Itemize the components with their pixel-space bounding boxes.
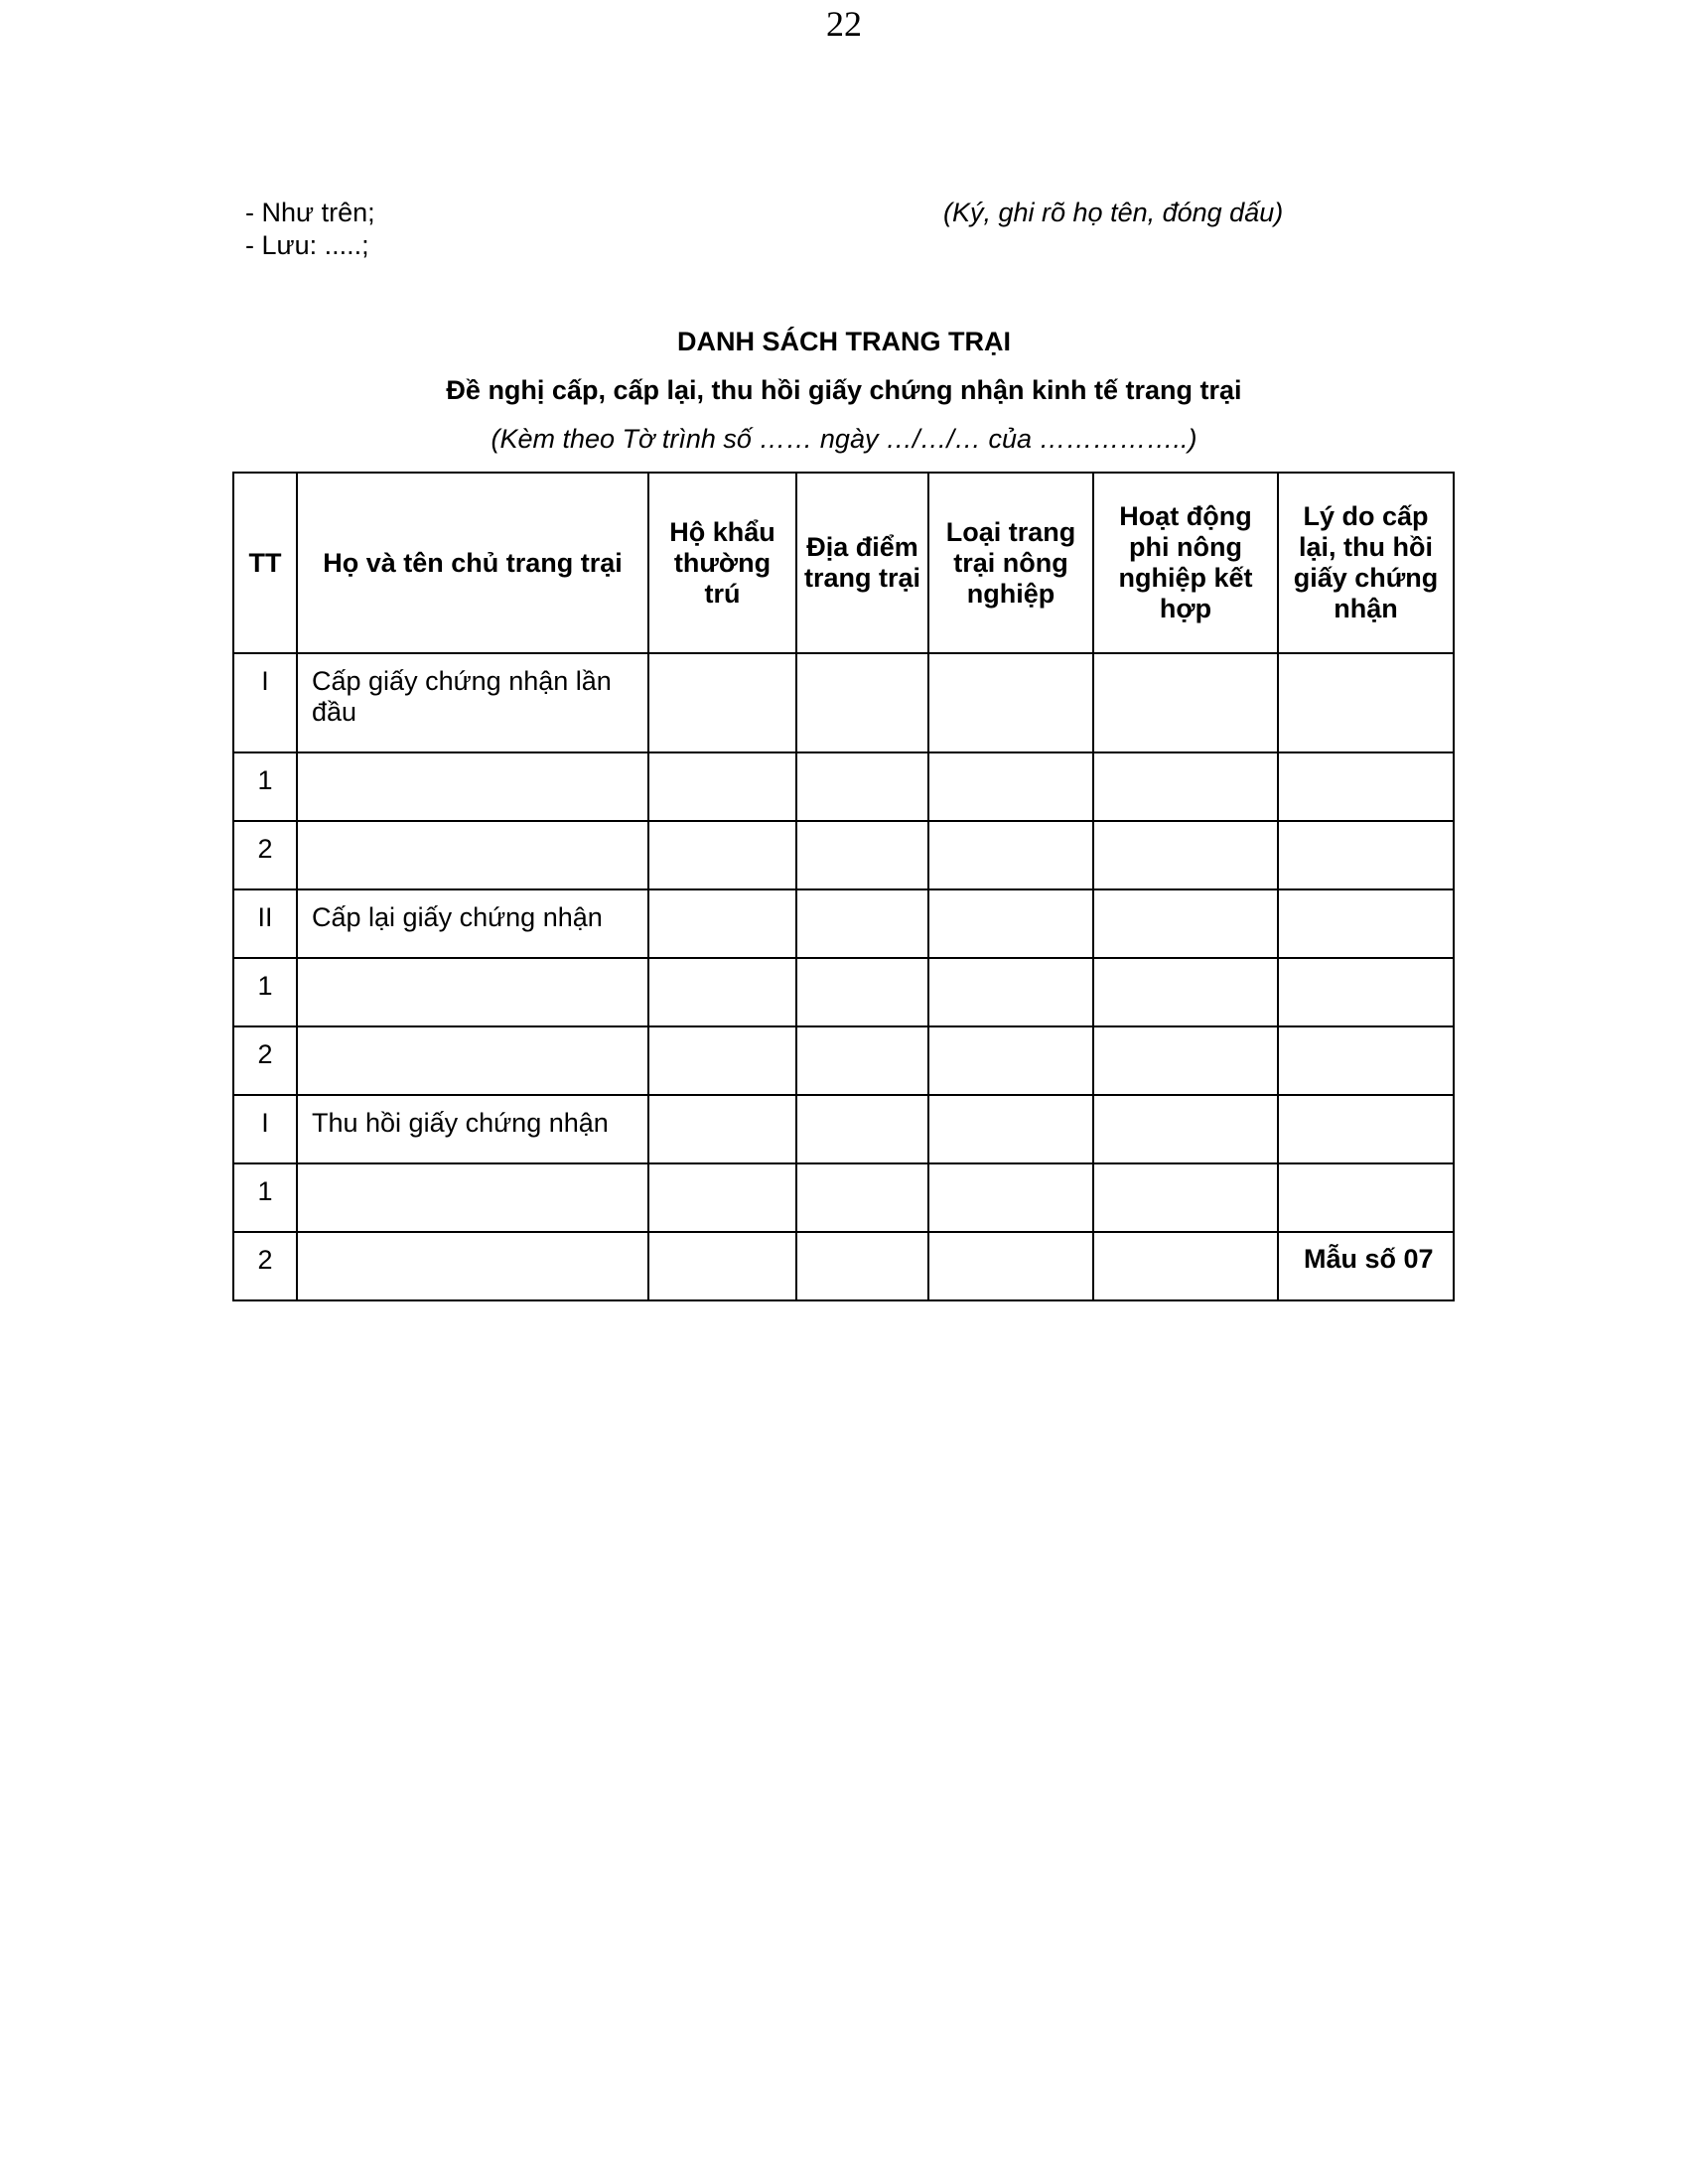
cell-tt: 2 bbox=[233, 1026, 297, 1095]
cell-farm-location bbox=[796, 1095, 928, 1163]
table-row bbox=[233, 752, 1454, 821]
recipient-line: - Như trên; bbox=[245, 198, 375, 227]
cell-non-agri-activity bbox=[1093, 1095, 1278, 1163]
document-subtitle: Đề nghị cấp, cấp lại, thu hồi giấy chứng nhận kinh tế trang trại bbox=[446, 375, 1242, 405]
cell-reason bbox=[1278, 1163, 1454, 1232]
cell-residence bbox=[648, 1163, 796, 1232]
cell-non-agri-activity bbox=[1093, 821, 1278, 889]
cell-owner-name bbox=[297, 752, 648, 821]
cell-owner-name bbox=[297, 821, 648, 889]
cell-farm-type bbox=[928, 1163, 1093, 1232]
cell-farm-location bbox=[796, 889, 928, 958]
cell-farm-location bbox=[796, 958, 928, 1026]
cell-owner-name: Cấp lại giấy chứng nhận bbox=[297, 889, 648, 958]
cell-owner-name bbox=[297, 1232, 648, 1300]
cell-non-agri-activity bbox=[1093, 653, 1278, 752]
farm-list-table bbox=[232, 472, 1455, 1301]
cell-reason bbox=[1278, 889, 1454, 958]
recipient-line: - Lưu: .....; bbox=[245, 230, 369, 260]
cell-farm-type bbox=[928, 752, 1093, 821]
table-row bbox=[233, 821, 1454, 889]
cell-residence bbox=[648, 1232, 796, 1300]
cell-farm-type bbox=[928, 821, 1093, 889]
cell-reason bbox=[1278, 752, 1454, 821]
table-row bbox=[233, 1163, 1454, 1232]
page-number: 22 bbox=[826, 4, 862, 44]
table-row bbox=[233, 1232, 1454, 1300]
header-owner-name: Họ và tên chủ trang trại bbox=[297, 473, 648, 653]
recipients-block bbox=[245, 197, 375, 262]
cell-non-agri-activity bbox=[1093, 889, 1278, 958]
table-row bbox=[233, 958, 1454, 1026]
cell-farm-location bbox=[796, 1232, 928, 1300]
cell-tt: 1 bbox=[233, 958, 297, 1026]
cell-residence bbox=[648, 1026, 796, 1095]
cell-tt: I bbox=[233, 653, 297, 752]
cell-residence bbox=[648, 1095, 796, 1163]
cell-farm-location bbox=[796, 752, 928, 821]
header-farm-location: Địa điểm trang trại bbox=[796, 473, 928, 653]
document-title: DANH SÁCH TRANG TRẠI bbox=[677, 327, 1011, 356]
cell-reason bbox=[1278, 821, 1454, 889]
cell-owner-name: Thu hồi giấy chứng nhận bbox=[297, 1095, 648, 1163]
header-non-agri-activity: Hoạt động phi nông nghiệp kết hợp bbox=[1093, 473, 1278, 653]
form-code: Mẫu số 07 bbox=[1304, 1244, 1434, 1274]
cell-residence bbox=[648, 821, 796, 889]
header-tt: TT bbox=[233, 473, 297, 653]
table-row bbox=[233, 1095, 1454, 1163]
cell-owner-name: Cấp giấy chứng nhận lần đầu bbox=[297, 653, 648, 752]
cell-reason bbox=[1278, 1026, 1454, 1095]
header-reason: Lý do cấp lại, thu hồi giấy chứng nhận bbox=[1278, 473, 1454, 653]
header-farm-type: Loại trang trại nông nghiệp bbox=[928, 473, 1093, 653]
cell-farm-type bbox=[928, 1095, 1093, 1163]
cell-farm-type bbox=[928, 653, 1093, 752]
cell-owner-name bbox=[297, 1026, 648, 1095]
cell-residence bbox=[648, 653, 796, 752]
cell-farm-type bbox=[928, 889, 1093, 958]
cell-residence bbox=[648, 958, 796, 1026]
cell-farm-location bbox=[796, 1163, 928, 1232]
table-row bbox=[233, 889, 1454, 958]
cell-reason bbox=[1278, 653, 1454, 752]
cell-reason bbox=[1278, 958, 1454, 1026]
header-residence: Hộ khẩu thường trú bbox=[648, 473, 796, 653]
cell-owner-name bbox=[297, 1163, 648, 1232]
cell-tt: 2 bbox=[233, 1232, 297, 1300]
cell-farm-location bbox=[796, 1026, 928, 1095]
signature-note: (Ký, ghi rõ họ tên, đóng dấu) bbox=[943, 198, 1284, 227]
attachment-note: (Kèm theo Tờ trình số …… ngày …/…/… của ……………..) bbox=[491, 424, 1197, 454]
cell-farm-type bbox=[928, 1026, 1093, 1095]
cell-non-agri-activity bbox=[1093, 752, 1278, 821]
cell-non-agri-activity bbox=[1093, 1232, 1278, 1300]
cell-reason bbox=[1278, 1095, 1454, 1163]
table-header-row bbox=[233, 473, 1454, 653]
cell-farm-location bbox=[796, 821, 928, 889]
cell-tt: 2 bbox=[233, 821, 297, 889]
cell-farm-location bbox=[796, 653, 928, 752]
cell-non-agri-activity bbox=[1093, 958, 1278, 1026]
cell-tt: 1 bbox=[233, 752, 297, 821]
cell-tt: I bbox=[233, 1095, 297, 1163]
cell-residence bbox=[648, 889, 796, 958]
cell-tt: 1 bbox=[233, 1163, 297, 1232]
cell-farm-type bbox=[928, 1232, 1093, 1300]
cell-non-agri-activity bbox=[1093, 1163, 1278, 1232]
cell-tt: II bbox=[233, 889, 297, 958]
cell-non-agri-activity bbox=[1093, 1026, 1278, 1095]
cell-residence bbox=[648, 752, 796, 821]
table-row bbox=[233, 653, 1454, 752]
cell-owner-name bbox=[297, 958, 648, 1026]
cell-farm-type bbox=[928, 958, 1093, 1026]
table-row bbox=[233, 1026, 1454, 1095]
